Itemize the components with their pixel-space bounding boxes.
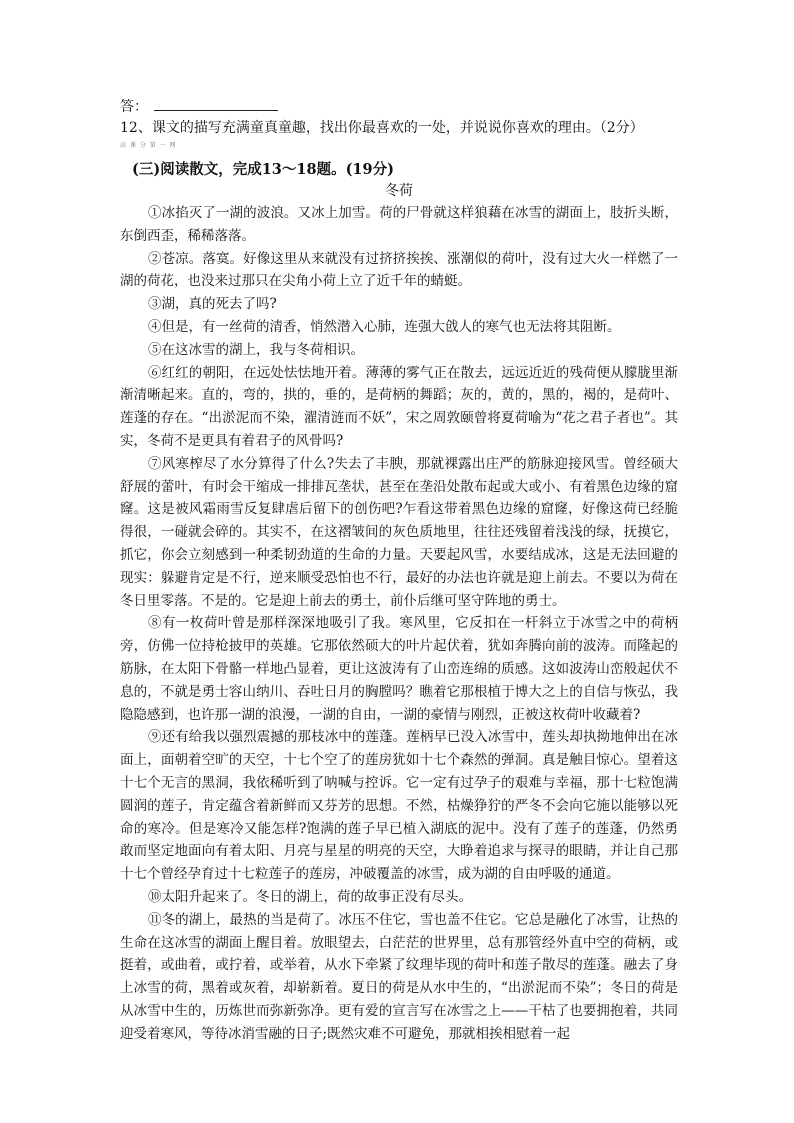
small-watermark-text: 高 课 分 第 一 网 [120, 142, 177, 149]
paragraph-5: ⑤在这冰雪的湖上，我与冬荷相识。 [148, 341, 364, 358]
section-heading: (三)阅读散文，完成13～18题。(19分) [132, 161, 394, 178]
answer-line [120, 96, 278, 117]
essay-body [120, 202, 678, 1045]
question-12: 12、课文的描写充满童真童趣，找出你最喜欢的一处，并说说你喜欢的理由。（2分） [120, 120, 644, 136]
paragraph-7: ⑦风寒榨尽了水分算得了什么?失去了丰腴，那就裸露出庄严的筋脉迎接风雪。曾经硕大舒展的蕾叶，有时会干缩成一排排瓦垄状，甚至在垄沿处散布起或大或小、有着黑色边缘的窟窿。这是被风霜雨雪反复肆虐后留下的创伤吧?乍看这带着黑色边缘的窟窿，好像这荷已经脆得很，一碰就会碎的。其实不，在这褶皱间的灰色质地里，往往还残留着浅浅的绿，抚摸它，抓它，你会立刻感到一种柔韧劲道的生命的力量。天要起风雪，水要结成冰，这是无法回避的现实：躲避肯定是不行，逆来顺受恐怕也不行，最好的办法也许就是迎上前去。不要以为荷在冬日里零落。不是的。它是迎上前去的勇士，前仆后继可坚守阵地的勇士。 [120, 455, 678, 609]
answer-label: 答： [120, 99, 148, 115]
paragraph-10: ⑩太阳升起来了。冬日的湖上，荷的故事正没有尽头。 [148, 888, 472, 905]
paragraph-4: ④但是，有一丝荷的清香，悄然潜入心肺，连强大戗人的寒气也无法将其阻断。 [148, 318, 621, 335]
paragraph-2: ②苍凉。落寞。好像这里从来就没有过挤挤挨挨、涨潮似的荷叶，没有过大火一样燃了一湖的荷花，也没来过那只在尖角小荷上立了近千年的蜻蜓。 [120, 250, 678, 290]
answer-blank[interactable] [154, 96, 278, 111]
paragraph-6: ⑥红红的朝阳，在远处怯怯地开着。薄薄的雾气正在散去，远远近近的残荷便从朦胧里渐渐清晰起来。直的，弯的，拱的，垂的，是荷柄的舞蹈；灰的，黄的，黑的，褐的，是荷叶、莲蓬的存在。“出淤泥而不染，濯清涟而不妖”，宋之周敦颐曾将夏荷喻为“花之君子者也”。其实，冬荷不是更具有着君子的风骨吗? [120, 364, 678, 449]
paragraph-3: ③湖，真的死去了吗? [148, 296, 277, 313]
paragraph-9: ⑨还有给我以强烈震撼的那枝冰中的莲蓬。莲柄早已没入冰雪中，莲头却执拗地伸出在冰面上，面朝着空旷的天空，十七个空了的莲房犹如十七个森然的弹洞。真是触目惊心。望着这十七个无言的黑洞，我依稀听到了呐喊与控诉。它一定有过孕子的艰难与幸福，那十七粒饱满圆润的莲子，肯定蕴含着新鲜而又芬芳的思想。不然，枯燥狰狞的严冬不会向它施以能够以死命的寒冷。但是寒冷又能怎样?饱满的莲子早已植入湖底的泥中。没有了莲子的莲蓬，仍然勇敢而坚定地面向有着太阳、月亮与星星的明亮的天空，大睁着追求与探寻的眼睛，并让自己那十七个曾经孕育过十七粒莲子的莲房，冲破覆盖的冰雪，成为湖的自由呼吸的通道。 [120, 729, 678, 883]
paragraph-8: ⑧有一枚荷叶曾是那样深深地吸引了我。寒风里，它反扣在一杆斜立于冰雪之中的荷柄旁，仿佛一位持枪披甲的英雄。它那依然硕大的叶片起伏着，犹如奔腾向前的波涛。而隆起的筋脉，在太阳下骨骼一样地凸显着，更让这波涛有了山峦连绵的质感。这如波涛山峦般起伏不息的，不就是勇士容山纳川、吞吐日月的胸膛吗？瞧着它那根植于博大之上的自信与恢弘，我隐隐感到，也许那一湖的浪漫，一湖的自由，一湖的豪情与刚烈，正被这枚荷叶收藏着? [120, 615, 678, 723]
essay-title: 冬荷 [385, 183, 413, 199]
paragraph-11: ⑪冬的湖上，最热的当是荷了。冰压不住它，雪也盖不住它。它总是融化了冰雪，让热的生命在这冰雪的湖面上醒目着。放眼望去，白茫茫的世界里，总有那管经外直中空的荷柄，或挺着，或曲着，或拧着，或举着，从水下牵紧了纹理毕现的荷叶和莲子散尽的莲蓬。融去了身上冰雪的荷，黑着或灰着，却崭新着。夏日的荷是从水中生的，“出淤泥而不染”；冬日的荷是从冰雪中生的，历炼世而弥新弥净。更有爱的宣言写在冰雪之上——干枯了也要拥抱着，共同迎受着寒风，等待冰消雪融的日子;既然灾难不可避免，那就相挨相慰着一起 [120, 911, 678, 1042]
paragraph-1: ①冰掐灭了一湖的波浪。又冰上加雪。荷的尸骨就这样狼藉在冰雪的湖面上，肢折头断，东倒西歪，稀稀落落。 [120, 205, 678, 244]
